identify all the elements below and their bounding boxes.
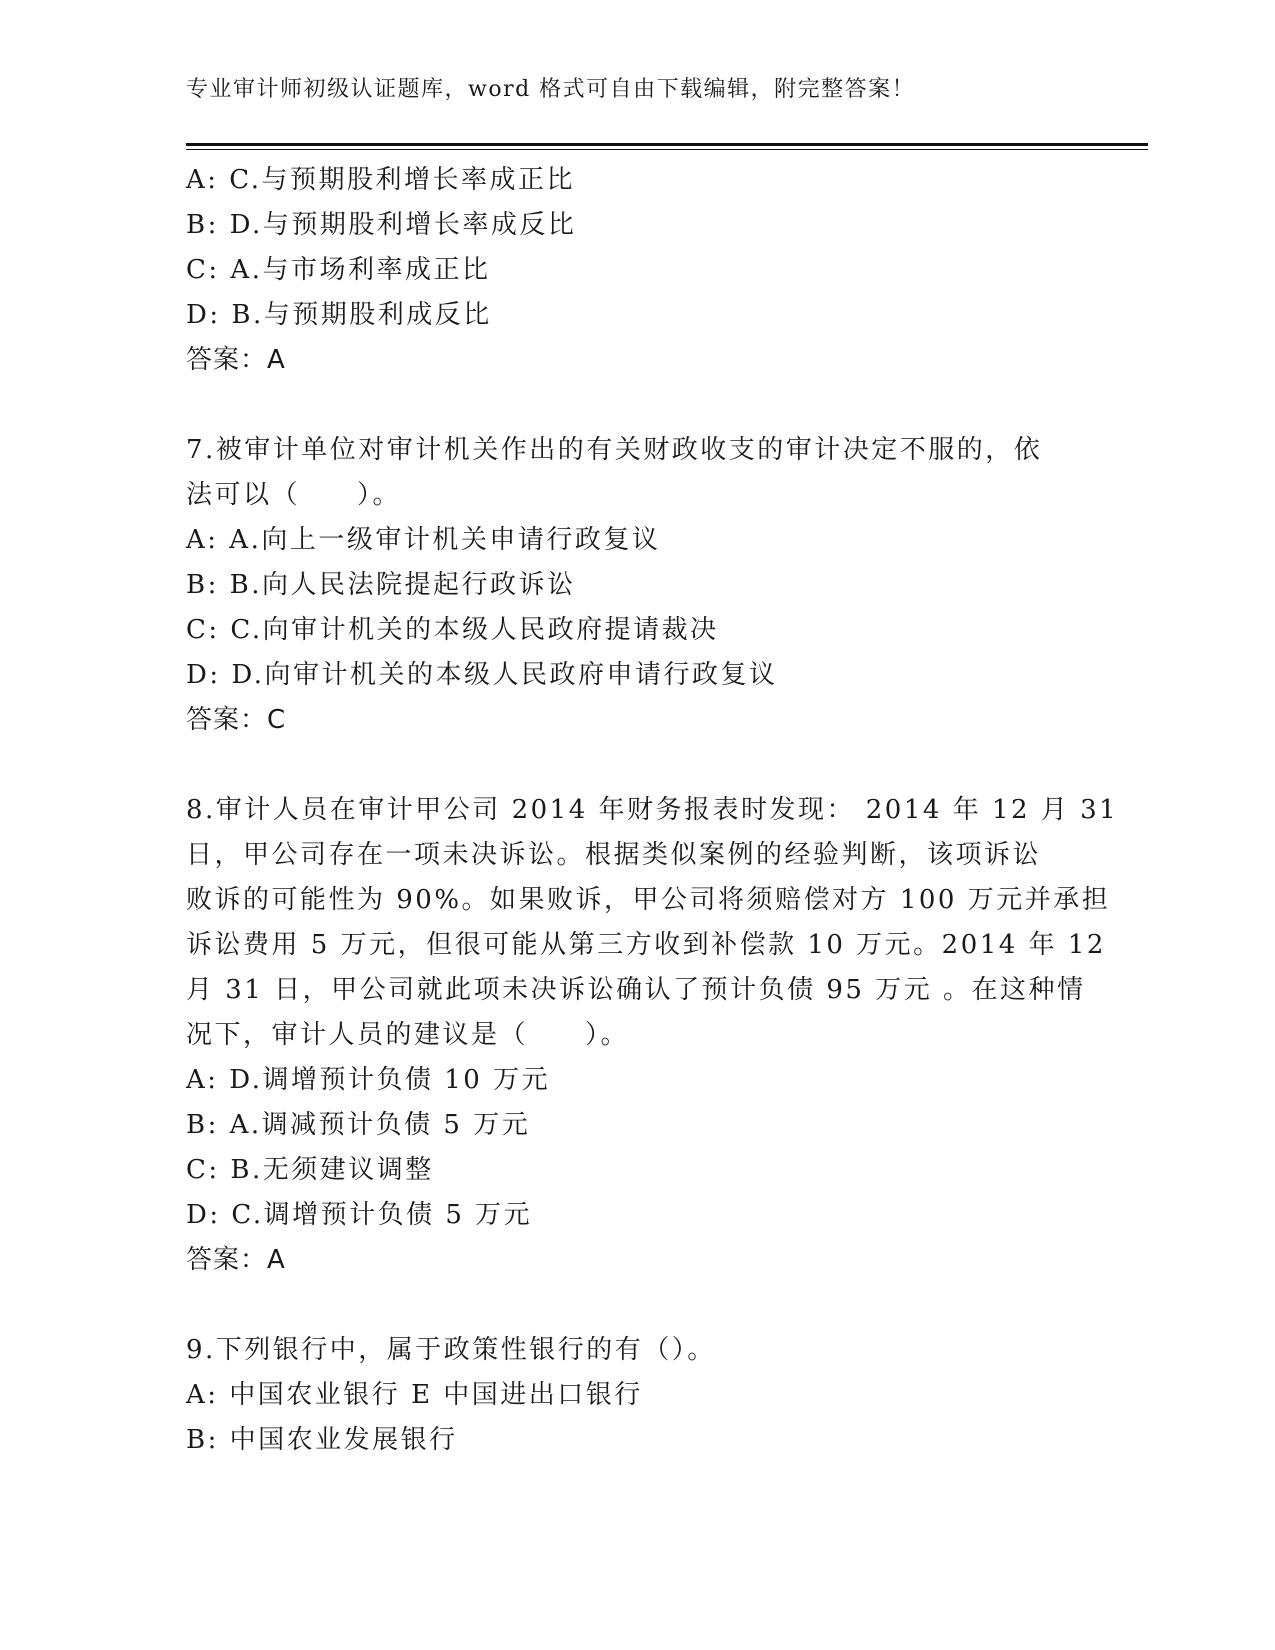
header-rule-thin — [186, 149, 1148, 150]
question-7-block — [186, 428, 1086, 743]
q7-stem-line-1: 7.被审计单位对审计机关作出的有关财政收支的审计决定不服的，依 — [186, 435, 1043, 465]
q7-option-a: A: A.向上一级审计机关申请行政复议 — [186, 525, 661, 555]
q7-option-b: B: B.向人民法院提起行政诉讼 — [186, 570, 576, 600]
q8-stem-line-5: 月 31 日，甲公司就此项未决诉讼确认了预计负债 95 万元 。在这种情 — [186, 975, 1086, 1005]
q8-option-c: C: B.无须建议调整 — [186, 1155, 434, 1185]
question-content — [186, 158, 1119, 1463]
question-8-block — [186, 788, 1119, 1283]
q8-option-b: B: A.调减预计负债 5 万元 — [186, 1110, 531, 1140]
q8-stem-line-4: 诉讼费用 5 万元，但很可能从第三方收到补偿款 10 万元。2014 年 12 — [186, 930, 1106, 960]
q7-stem-line-2: 法可以（ ）。 — [186, 480, 402, 510]
q8-option-d: D: C.调增预计负债 5 万元 — [186, 1200, 533, 1230]
q9-stem-line-1: 9.下列银行中，属于政策性银行的有（）。 — [186, 1335, 716, 1365]
spacer — [186, 1283, 1086, 1328]
header-rule-thick — [186, 143, 1148, 146]
q9-option-b: B: 中国农业发展银行 — [186, 1425, 458, 1455]
q8-stem-line-3: 败诉的可能性为 90%。如果败诉，甲公司将须赔偿对方 100 万元并承担 — [186, 885, 1111, 915]
question-6-block — [186, 158, 1086, 383]
q8-stem-line-6: 况下，审计人员的建议是（ ）。 — [186, 1020, 630, 1050]
q6-option-b: B: D.与预期股利增长率成反比 — [186, 210, 577, 240]
q8-stem-line-1: 8.审计人员在审计甲公司 2014 年财务报表时发现： 2014 年 12 月 31 — [186, 795, 1119, 825]
q9-option-a: A: 中国农业银行 E 中国进出口银行 — [186, 1380, 643, 1410]
page-header: 专业审计师初级认证题库，word 格式可自由下载编辑，附完整答案！ — [186, 77, 916, 102]
q7-answer: 答案：C — [186, 705, 287, 735]
q8-answer: 答案：A — [186, 1245, 286, 1275]
q6-option-a: A: C.与预期股利增长率成正比 — [186, 165, 576, 195]
q8-option-a: A: D.调增预计负债 10 万元 — [186, 1065, 551, 1095]
spacer — [186, 743, 1086, 788]
q8-stem-line-2: 日，甲公司存在一项未决诉讼。根据类似案例的经验判断，该项诉讼 — [186, 840, 1042, 870]
q6-option-d: D: B.与预期股利成反比 — [186, 300, 492, 330]
q7-option-c: C: C.向审计机关的本级人民政府提请裁决 — [186, 615, 719, 645]
q6-answer: 答案：A — [186, 345, 286, 375]
question-9-block — [186, 1328, 1086, 1463]
spacer — [186, 383, 1086, 428]
q7-option-d: D: D.向审计机关的本级人民政府申请行政复议 — [186, 660, 778, 690]
q6-option-c: C: A.与市场利率成正比 — [186, 255, 491, 285]
